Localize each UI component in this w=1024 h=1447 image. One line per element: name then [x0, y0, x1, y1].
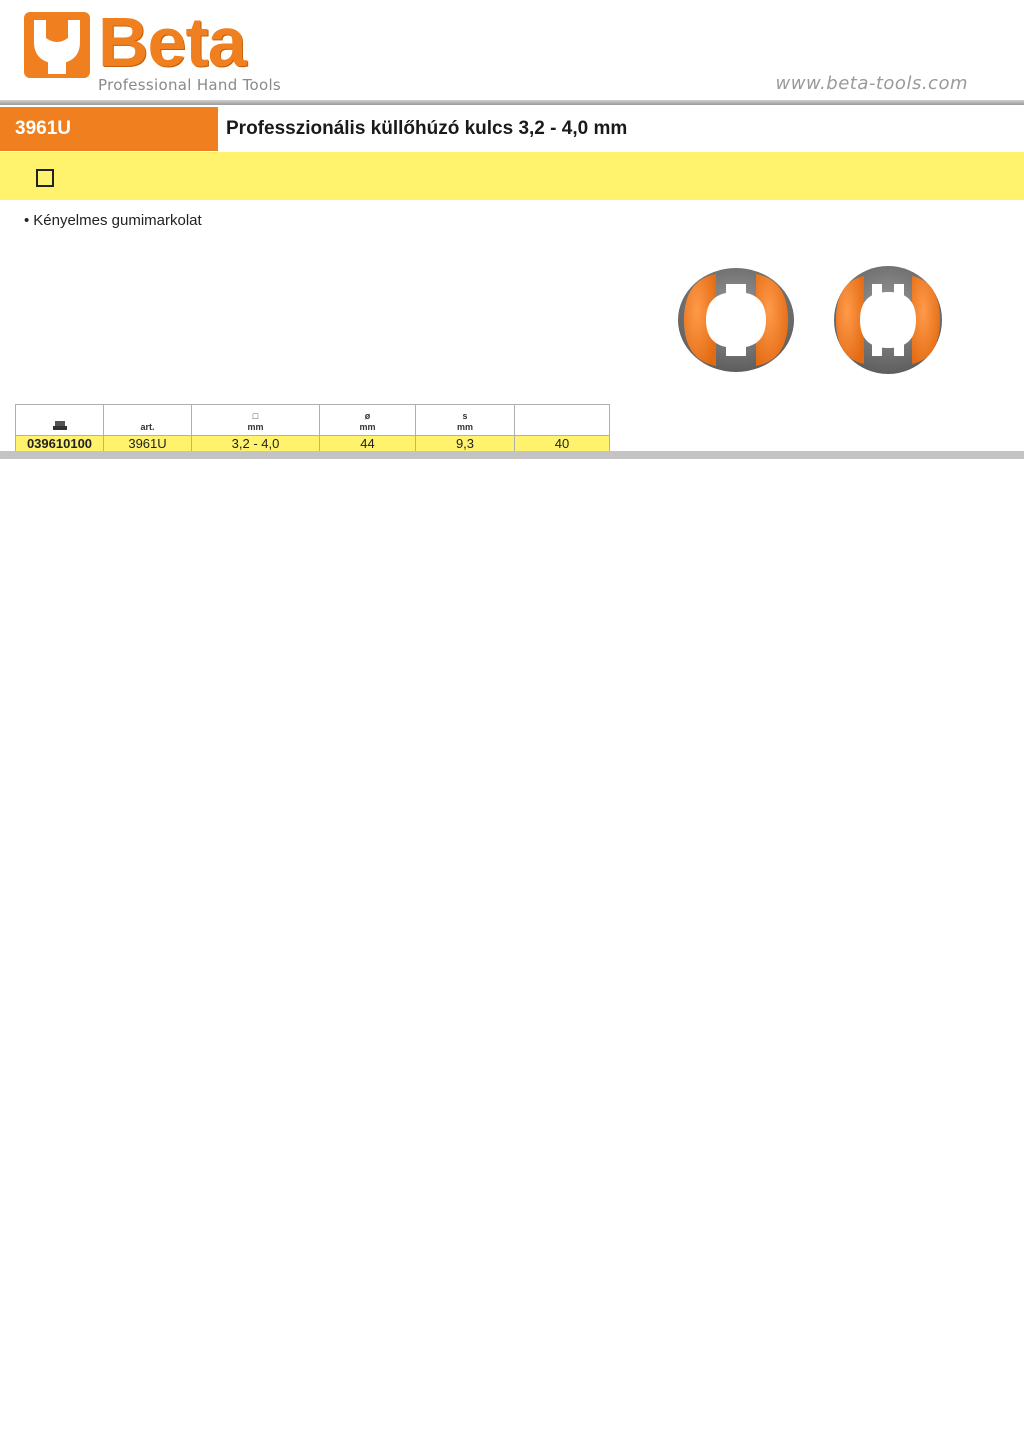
- brand-tagline: Professional Hand Tools: [98, 76, 282, 94]
- website-link[interactable]: www.beta-tools.com: [775, 73, 968, 94]
- header-package: [16, 405, 104, 436]
- footer-divider: [0, 451, 1024, 459]
- header-divider: [0, 100, 1024, 105]
- bullet-icon: •: [24, 212, 30, 229]
- product-code: 3961U: [0, 107, 218, 151]
- spoke-wrench-front-icon: [678, 268, 794, 372]
- cell-size: 3,2 - 4,0: [192, 436, 320, 452]
- header-diameter: ø mm: [320, 405, 416, 436]
- wrench-logo-icon: [24, 12, 90, 78]
- square-outline-icon: [36, 169, 54, 187]
- beta-logo: [24, 3, 294, 96]
- page-header: [0, 0, 1024, 100]
- cell-diameter: 44: [320, 436, 416, 452]
- cell-article: 3961U: [104, 436, 192, 452]
- product-image: [676, 262, 946, 380]
- brand-name: Beta: [98, 3, 246, 81]
- category-band: [0, 152, 1024, 200]
- title-row: [0, 107, 1024, 151]
- table-row: [16, 436, 610, 452]
- spoke-wrench-back-icon: [834, 266, 942, 374]
- cell-thickness: 9,3: [416, 436, 515, 452]
- table-header-row: [16, 405, 610, 436]
- feature-text: Kényelmes gumimarkolat: [33, 212, 202, 229]
- header-size: □ mm: [192, 405, 320, 436]
- cell-weight: 40: [515, 436, 610, 452]
- spec-table: [15, 404, 610, 452]
- feature-item: [24, 212, 202, 229]
- cell-code: 039610100: [16, 436, 104, 452]
- header-article: art.: [104, 405, 192, 436]
- product-title: Professzionális küllőhúzó kulcs 3,2 - 4,0 mm: [226, 118, 628, 139]
- header-weight: [515, 405, 610, 436]
- package-icon: [53, 421, 67, 430]
- header-thickness: s mm: [416, 405, 515, 436]
